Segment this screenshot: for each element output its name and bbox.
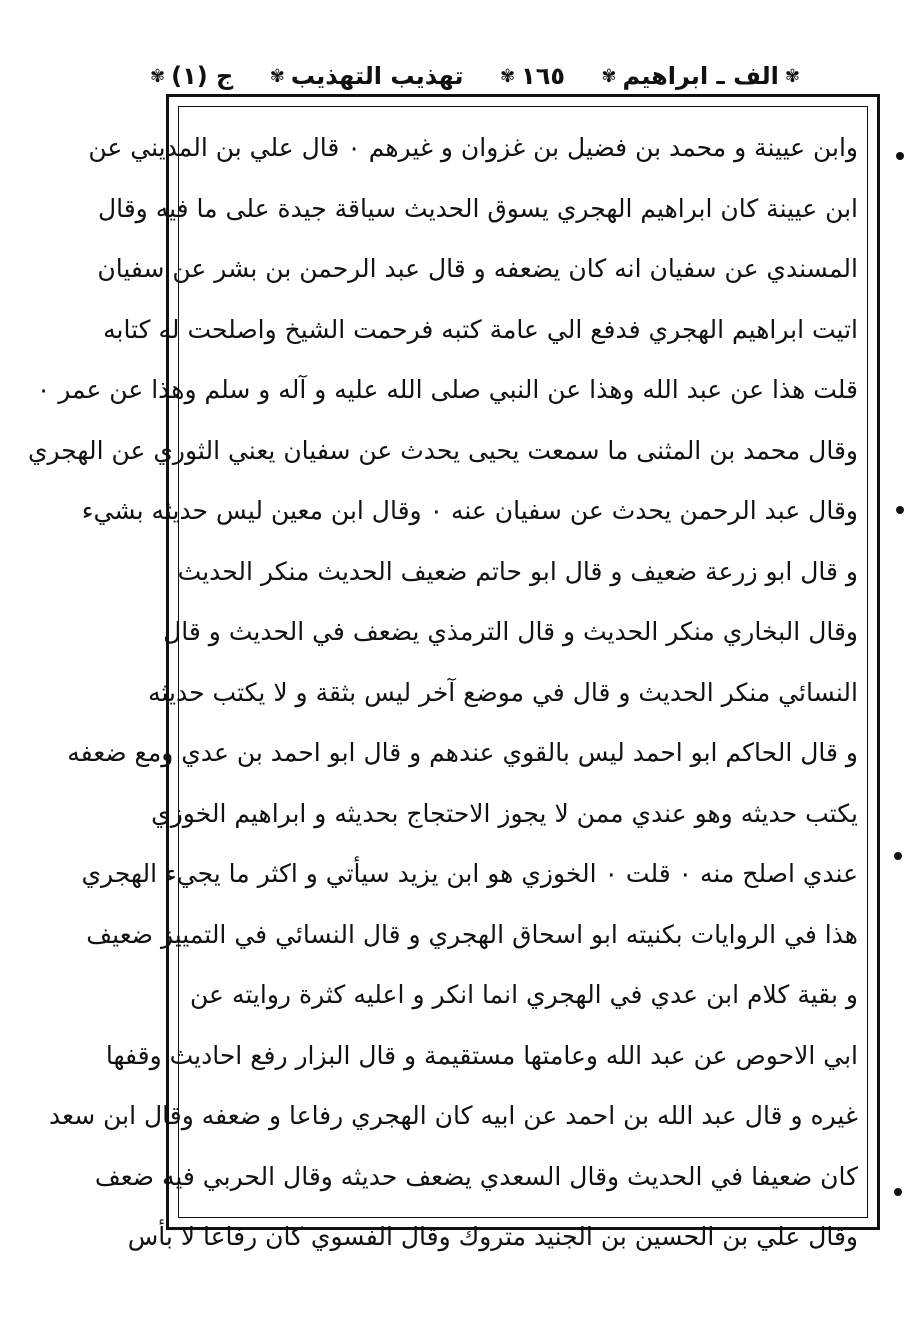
volume-text: ج (١) <box>171 62 234 90</box>
scan-mark <box>896 152 904 160</box>
text-line: وقال محمد بن المثنى ما سمعت يحيى يحدث عن سفيان يعني الثوري عن الهجري <box>27 435 858 465</box>
text-line: و قال ابو زرعة ضعيف و قال ابو حاتم ضعيف الحديث منكر الحديث <box>177 556 858 586</box>
section-title-text: الف ـ ابراهيم <box>622 62 779 90</box>
page-header <box>150 56 800 96</box>
ornament-icon: ✾ <box>784 65 800 87</box>
text-line: وابن عيينة و محمد بن فضيل بن غزوان و غيرهم ٠ قال علي بن المديني عن <box>88 133 858 162</box>
text-line: هذا في الروايات بكنيته ابو اسحاق الهجري و قال النسائي في التمييز ضعيف <box>86 919 858 949</box>
ornament-icon: ✾ <box>269 65 285 87</box>
book-title <box>270 62 464 90</box>
page-number-text: ١٦٥ <box>521 62 565 90</box>
text-line: ابن عيينة كان ابراهيم الهجري يسوق الحديث سياقة جيدة على ما فيه وقال <box>97 193 858 223</box>
text-line: ابي الاحوص عن عبد الله وعامتها مستقيمة و قال البزار رفع احاديث وقفها <box>105 1040 858 1070</box>
text-line: و قال الحاكم ابو احمد ليس بالقوي عندهم و قال ابو احمد بن عدي ومع ضعفه <box>67 738 858 767</box>
text-line: وقال عبد الرحمن يحدث عن سفيان عنه ٠ وقال ابن معين ليس حديثه بشيء <box>81 496 858 525</box>
text-line: يكتب حديثه وهو عندي ممن لا يجوز الاحتجاج بحديثه و ابراهيم الخوزي <box>151 798 858 828</box>
text-line: كان ضعيفا في الحديث وقال السعدي يضعف حديثه وقال الحربي فيه ضعف <box>94 1161 858 1191</box>
text-line: النسائي منكر الحديث و قال في موضع آخر ليس بثقة و لا يكتب حديثه <box>148 677 858 707</box>
scan-mark <box>894 1188 902 1196</box>
scan-mark <box>896 506 904 514</box>
text-line: وقال البخاري منكر الحديث و قال الترمذي يضعف في الحديث و قال <box>163 617 858 646</box>
section-title <box>601 62 800 90</box>
ornament-icon: ✾ <box>499 65 516 87</box>
text-line: قلت هذا عن عبد الله وهذا عن النبي صلى الله عليه و آله و سلم وهذا عن عمر ٠ <box>36 375 858 404</box>
text-line: المسندي عن سفيان انه كان يضعفه و قال عبد الرحمن بن بشر عن سفيان <box>97 254 858 283</box>
ornament-icon: ✾ <box>150 65 166 87</box>
book-title-text: تهذيب التهذيب <box>290 62 464 90</box>
text-line: اتيت ابراهيم الهجري فدفع الي عامة كتبه فرحمت الشيخ واصلحت له كتابه <box>103 314 858 344</box>
scan-mark <box>894 852 902 860</box>
text-line: عندي اصلح منه ٠ قلت ٠ الخوزي هو ابن يزيد سيأتي و اكثر ما يجيء الهجري <box>81 859 858 888</box>
page-number <box>500 62 565 90</box>
text-body <box>27 118 858 1251</box>
text-line: و بقية كلام ابن عدي في الهجري انما انكر و اعليه كثرة روايته عن <box>190 980 858 1009</box>
text-line: وقال علي بن الحسين بن الجنيد متروك وقال الفسوي كان رفاعا لا بأس <box>127 1222 858 1251</box>
text-line: غيره و قال عبد الله بن احمد عن ابيه كان الهجري رفاعا و ضعفه وقال ابن سعد <box>49 1101 858 1130</box>
volume-label <box>150 62 233 90</box>
ornament-icon: ✾ <box>601 65 617 87</box>
